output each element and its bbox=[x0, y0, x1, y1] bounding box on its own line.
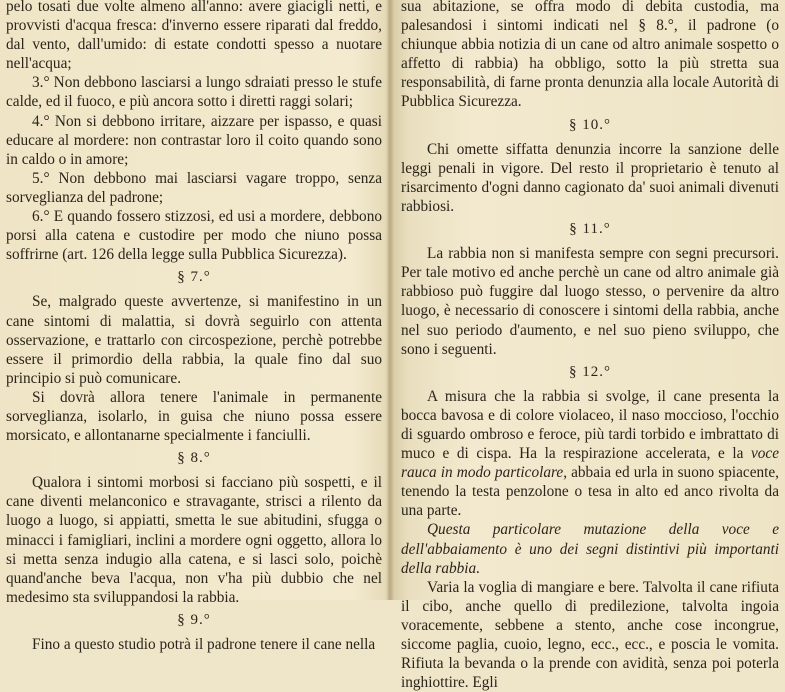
section-heading: § 12.° bbox=[569, 363, 611, 380]
paragraph bbox=[401, 387, 779, 521]
left-column bbox=[6, 0, 382, 654]
paragraph: sua abitazione, se offra modo di debita custodia, ma palesandosi i sintomi indicati nel § 8.°, il padrone (o chiunque abbia notizia di un cane od altro animale sospetto o affetto di rabbia) ha obbligo, sotto la più stretta sua responsabilità, di farne pronta denunzia alla locale Autorità di Pubblica Sicurezza. bbox=[401, 0, 779, 111]
right-column bbox=[401, 0, 779, 692]
section-heading: § 8.° bbox=[177, 450, 211, 467]
paragraph: 5.° Non debbono mai lasciarsi vagare troppo, senza sorveglianza del padrone; bbox=[6, 169, 382, 206]
paragraph: Si dovrà allora tenere l'animale in permanente sorveglianza, isolarlo, in guisa che niuno possa essere morsicato, e allontanarne specialmente i fanciulli. bbox=[6, 388, 382, 445]
paragraph: Varia la voglia di mangiare e bere. Talvolta il cane rifiuta il cibo, anche quello di predilezione, talvolta ingoia voracemente, sebbene a stento, anche cose incongrue, siccome paglia, cuoio, legno, ecc., ecc., e poscia le vomita. Rifiuta la bevanda o la prende con avidità, senza poi poterla inghiottire. Egli bbox=[401, 578, 779, 692]
text-run: , abbaia ed urla in suono spiacente, tenendo la testa penzolone o tesa in alto ed anco rivolta da una parte. bbox=[401, 464, 779, 520]
italic-paragraph: Questa particolare mutazione della voce e dell'abbaiamento è uno dei segni distintivi più importanti della rabbia. bbox=[401, 521, 779, 577]
section-heading: § 7.° bbox=[177, 269, 211, 286]
italic-text-run: voce rauca in modo particolare bbox=[401, 445, 779, 482]
paragraph: 3.° Non debbono lasciarsi a lungo sdraiati presso le stufe calde, ed il fuoco, e più ancora sotto i diretti raggi solari; bbox=[6, 74, 382, 111]
paragraph: La rabbia non si manifesta sempre con segni precursori. Per tale motivo ed anche perchè un cane od altro animale già rabbioso può fuggire dal luogo stesso, o pervenire da altro luogo, è necessario di conoscere i sintomi della rabbia, anche nel suo periodo d'aumento, e nel suo pieno sviluppo, che sono i seguenti. bbox=[401, 245, 779, 358]
paragraph: 6.° E quando fossero stizzosi, ed usi a mordere, debbono porsi alla catena e custodire per modo che niuno possa soffrirne (art. 126 della legge sulla Pubblica Sicurezza). bbox=[6, 208, 382, 264]
section-heading: § 9.° bbox=[177, 611, 211, 628]
paragraph: Qualora i sintomi morbosi si facciano più sospetti, e il cane diventi melanconico e stravagante, strisci a rilento da luogo a luogo, si appiatti, smetta le sue abitudini, sfugga o minacci i famigliari, inclini a mordere ogni oggetto, allora lo si metta senza indugio alla catena, e si lasci solo, poichè quand'anche beva l'acqua, non v'ha più dubbio che nel medesimo sta sviluppandosi la rabbia. bbox=[6, 474, 382, 606]
paragraph: 4.° Non si debbono irritare, aizzare per ispasso, e quasi educare al mordere: non contrastar loro il coito quando sono in caldo o in amore; bbox=[6, 112, 382, 168]
section-heading: § 10.° bbox=[569, 116, 611, 133]
paragraph: Fino a questo studio potrà il padrone tenere il cane nella bbox=[32, 636, 376, 653]
text-run: A misura che la rabbia si svolge, il cane presenta la bocca bavosa e di colore violaceo, il naso moccioso, l'occhio di sguardo ombroso e feroce, più tardi torbido e imbrattato di muco e di cispa. Ha la respirazione accelerata, e la bbox=[401, 387, 779, 463]
page-gutter bbox=[386, 0, 394, 600]
paragraph: Chi omette siffatta denunzia incorre la sanzione delle leggi penali in vigore. Del resto il proprietario è tenuto al risarcimento d'ogni danno cagionato da' suoi animali divenuti rabbiosi. bbox=[401, 140, 779, 215]
section-heading: § 11.° bbox=[569, 221, 611, 238]
paragraph: pelo tosati due volte almeno all'anno: avere giacigli netti, e provvisti d'acqua fresca: d'inverno essere riparati dal freddo, dal vento, dall'umido: di estate condotti spesso a nuotare nell'acqua; bbox=[6, 0, 382, 73]
paragraph: Se, malgrado queste avvertenze, si manifestino in un cane sintomi di malattia, si dovrà seguirlo con attenta osservazione, e trattarlo con circospezione, perchè potrebbe essere il primordio della rabbia, la quale fino dal suo principio si può comunicare. bbox=[6, 293, 382, 387]
